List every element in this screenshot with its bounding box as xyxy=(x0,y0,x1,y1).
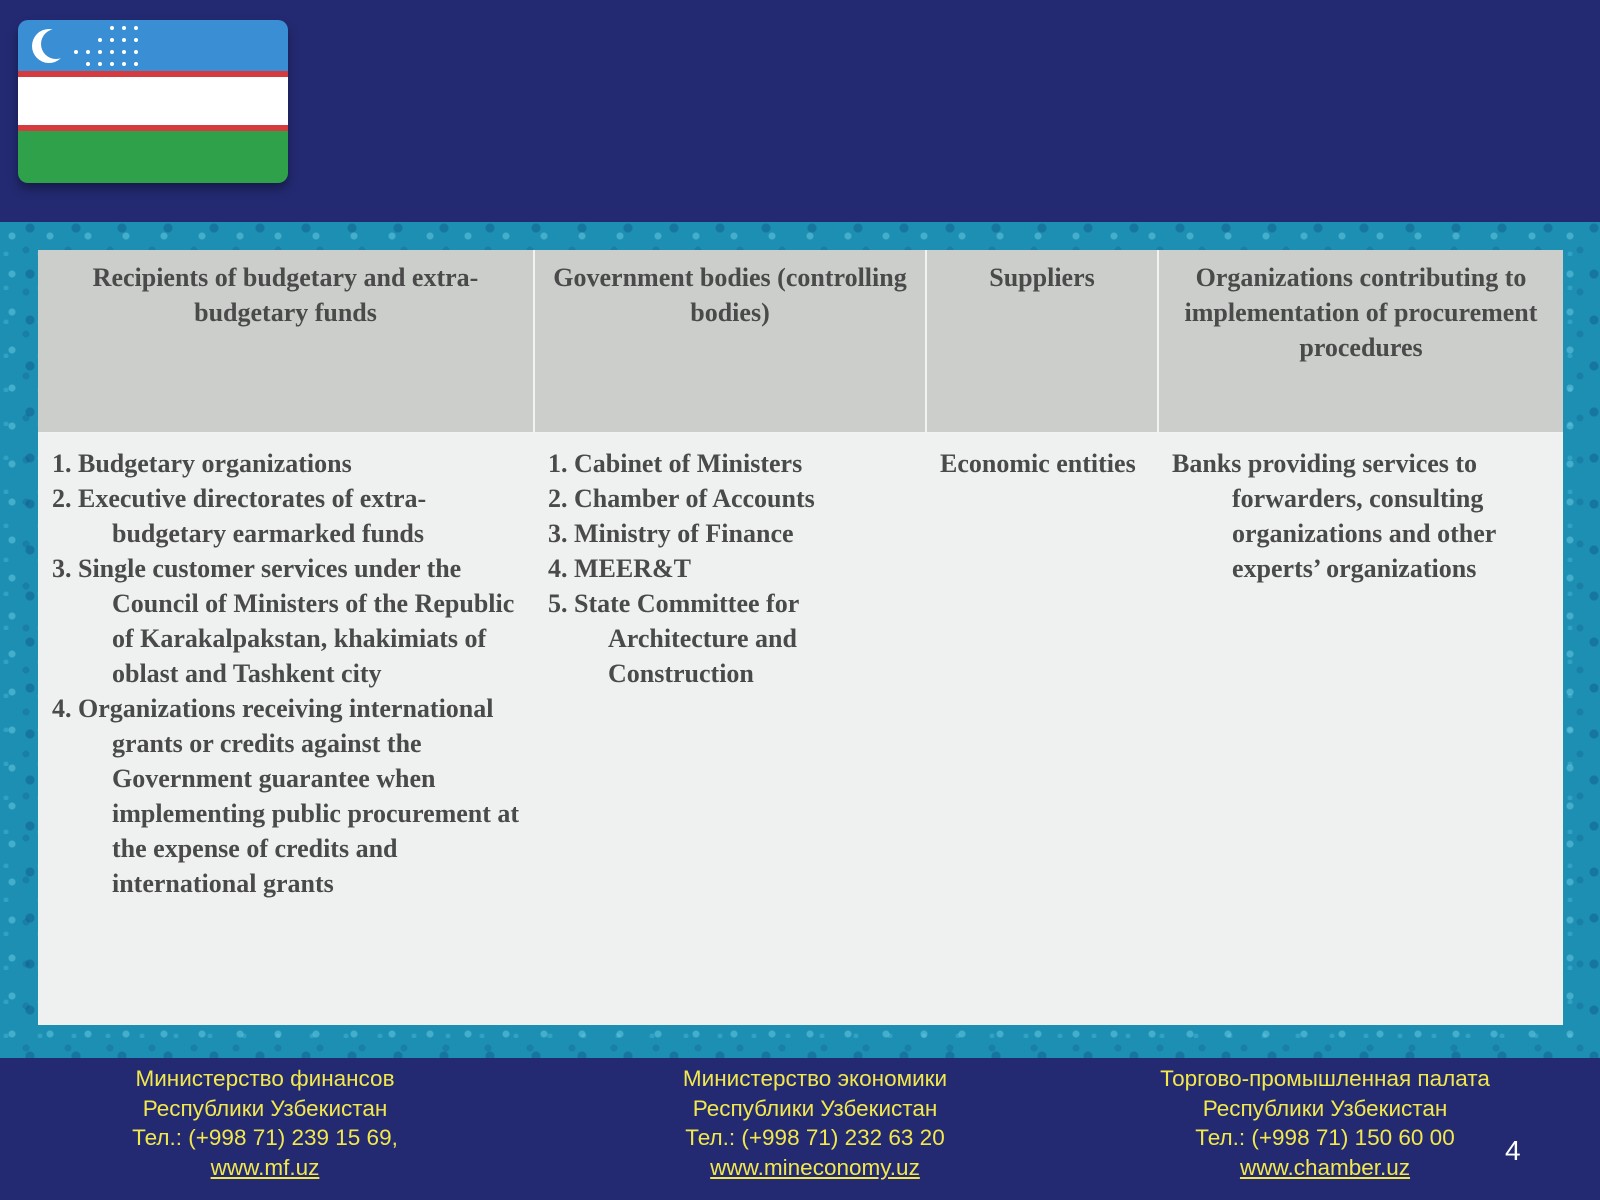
footer-phone: Тел.: (+998 71) 232 63 20 xyxy=(685,1125,945,1150)
page-number: 4 xyxy=(1505,1135,1521,1166)
list-item: 3. Ministry of Finance xyxy=(548,519,794,548)
list-item: 1. Budgetary organizations xyxy=(52,449,352,478)
footer-phone: Тел.: (+998 71) 150 60 00 xyxy=(1195,1125,1455,1150)
header-government-bodies: Government bodies (controlling bodies) xyxy=(534,250,926,433)
footer-chamber-of-commerce xyxy=(1115,1064,1535,1182)
header-suppliers: Suppliers xyxy=(926,250,1158,433)
list-item: 2. Chamber of Accounts xyxy=(548,484,815,513)
footer-org-name: Министерство финансов xyxy=(135,1066,395,1091)
footer-ministry-economy xyxy=(640,1064,990,1182)
header-recipients: Recipients of budgetary and extra-budgetary funds xyxy=(38,250,534,433)
list-item: Banks providing services to forwarders, consulting organizations and other experts’ organizations xyxy=(1172,449,1496,583)
footer-link-mineconomy[interactable]: www.mineconomy.uz xyxy=(710,1154,920,1180)
footer-org-country: Республики Узбекистан xyxy=(692,1095,938,1121)
list-item: 3. Single customer services under the Council of Ministers of the Republic of Karakalpakstan, khakimiats of oblast and Tashkent city xyxy=(52,554,515,688)
list-item: 1. Cabinet of Ministers xyxy=(548,449,803,478)
footer-phone: Тел.: (+998 71) 239 15 69, xyxy=(132,1125,398,1150)
footer-org-name: Торгово-промышленная палата xyxy=(1160,1066,1490,1091)
footer-org-name: Министерство экономики xyxy=(682,1066,948,1091)
list-item: 4. Organizations receiving international grants or credits against the Government guarantee when implementing public procurement at the expense of credits and international grants xyxy=(52,694,520,898)
procurement-participants-table xyxy=(38,250,1563,1025)
organizations-cell xyxy=(1158,433,1563,1025)
list-item: Economic entities xyxy=(940,449,1136,478)
suppliers-cell xyxy=(926,433,1158,1025)
header-organizations: Organizations contributing to implementation of procurement procedures xyxy=(1158,250,1563,433)
footer-org-country: Республики Узбекистан xyxy=(1202,1095,1448,1121)
uzbekistan-flag-icon xyxy=(18,20,288,183)
footer-ministry-finance xyxy=(90,1064,440,1182)
footer-org-country: Республики Узбекистан xyxy=(142,1095,388,1121)
footer-link-mf[interactable]: www.mf.uz xyxy=(210,1154,320,1180)
recipients-cell xyxy=(38,433,534,1025)
list-item: 5. State Committee for Architecture and Construction xyxy=(548,589,799,688)
footer xyxy=(0,1058,1600,1200)
list-item: 4. MEER&T xyxy=(548,554,691,583)
list-item: 2. Executive directorates of extra-budgetary earmarked funds xyxy=(52,484,427,548)
government-bodies-cell xyxy=(534,433,926,1025)
footer-link-chamber[interactable]: www.chamber.uz xyxy=(1239,1154,1411,1180)
